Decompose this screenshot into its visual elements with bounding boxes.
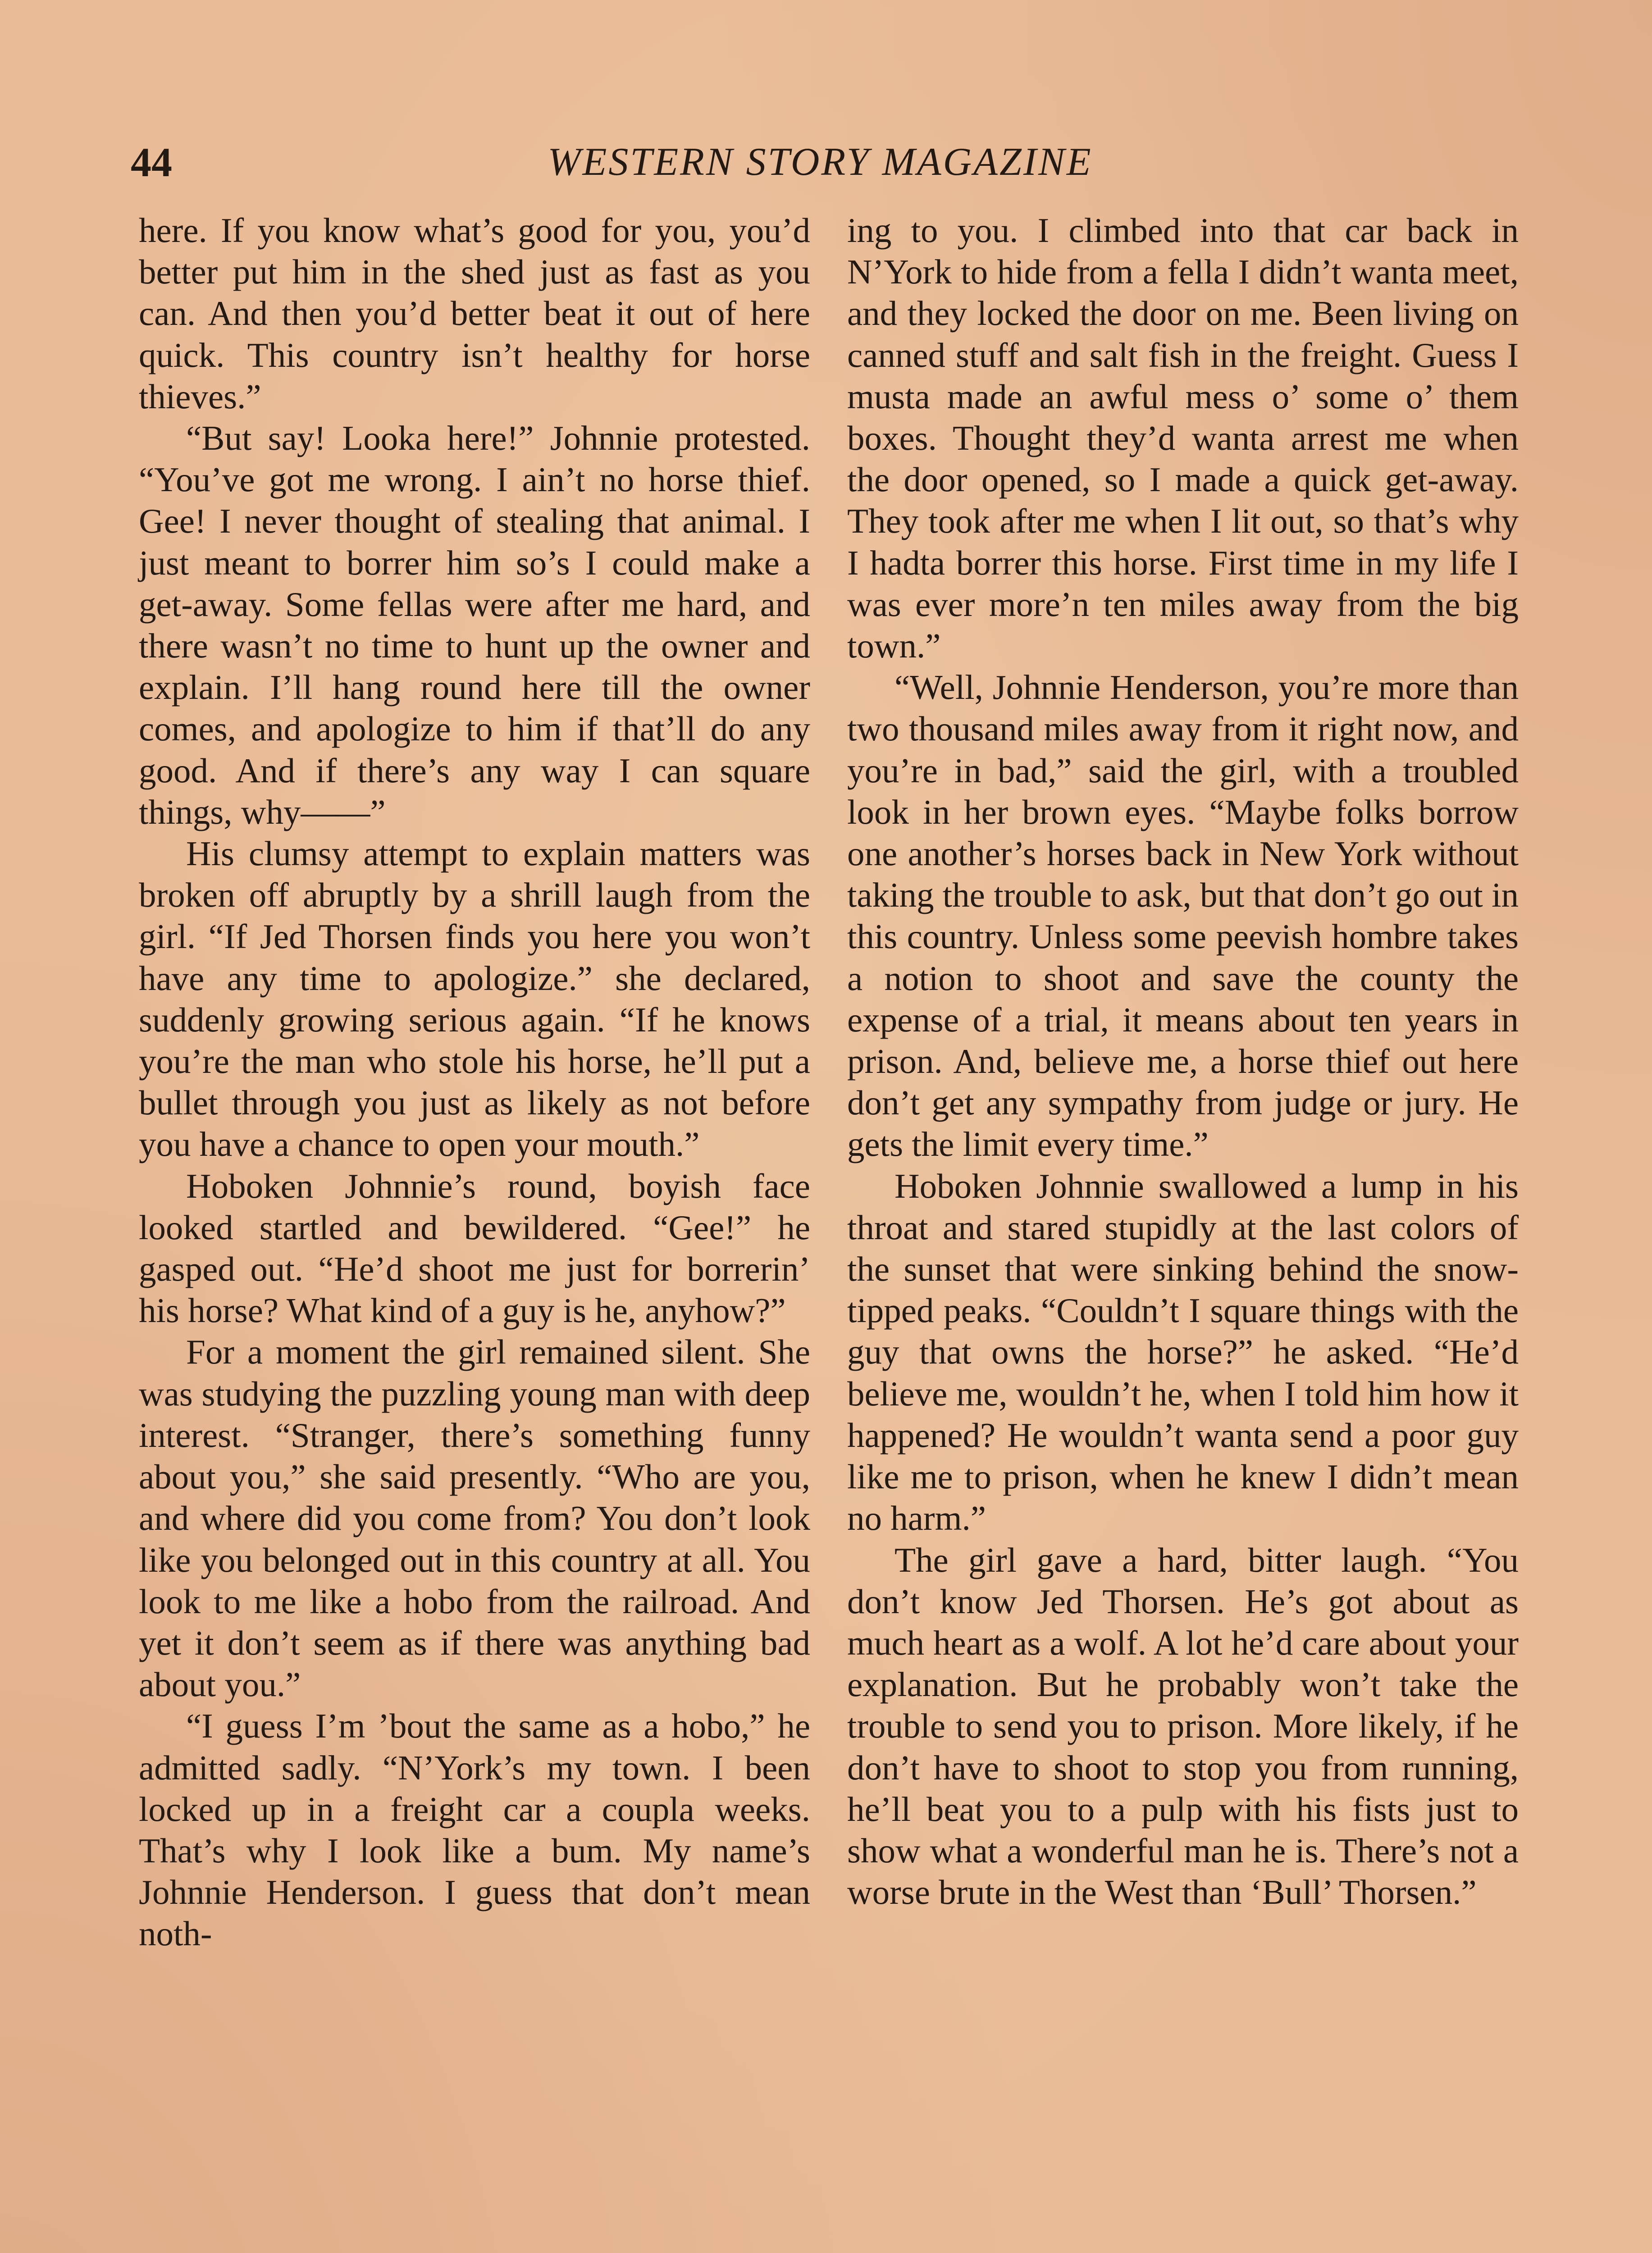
paragraph: Hoboken Johnnie swallowed a lump in his throat and stared stupidly at the last colors of the sunset that were sinking behind the snow-tipped peaks. “Couldn’t I square things with the guy that owns the horse?” he asked. “He’d believe me, wouldn’t he, when I told him how it happened? He wouldn’t wanta send a poor guy like me to prison, when he knew I didn’t mean no harm.” [847,1166,1519,1538]
page-header [131,135,1510,189]
paragraph: ing to you. I climbed into that car back in N’York to hide from a fella I didn’t wanta meet, and they locked the door on me. Been living on canned stuff and salt fish in the freight. Guess I musta made an awful mess o’ some o’ them boxes. Thought they’d wanta arrest me when the door opened, so I made a quick get-away. They took after me when I lit out, so that’s why I hadta borrer this horse. First time in my life I was ever more’n ten miles away from the big town.” [847,211,1519,666]
paragraph: “I guess I’m ’bout the same as a hobo,” he admitted sadly. “N’York’s my town. I been locked up in a freight car a coupla weeks. That’s why I look like a bum. My name’s Johnnie Henderson. I guess that don’t mean noth- [139,1706,810,1953]
paragraph: here. If you know what’s good for you, you’d better put him in the shed just as fast as you can. And then you’d better beat it out of here quick. This country isn’t healthy for horse thieves.” [139,211,810,416]
page-number: 44 [131,139,172,185]
paragraph: For a moment the girl remained silent. She was studying the puzzling young man with deep interest. “Stranger, there’s something funny about you,” she said presently. “Who are you, and where did you come from? You don’t look like you belonged out in this country at all. You look to me like a hobo from the railroad. And yet it don’t seem as if there was anything bad about you.” [139,1332,810,1704]
paragraph: “But say! Looka here!” Johnnie protested. “You’ve got me wrong. I ain’t no horse thief. Gee! I never thought of stealing that animal. I just meant to borrer him so’s I could make a get-away. Some fellas were after me hard, and there wasn’t no time to hunt up the owner and explain. I’ll hang round here till the owner comes, and apologize to him if that’ll do any good. And if there’s any way I can square things, why——” [139,419,810,831]
paragraph: “Well, Johnnie Henderson, you’re more than two thousand miles away from it right now, and you’re in bad,” said the girl, with a troubled look in her brown eyes. “Maybe folks borrow one another’s horses back in New York without taking the trouble to ask, but that don’t go out in this country. Unless some peevish hombre takes a notion to shoot and save the county the expense of a trial, it means about ten years in prison. And, believe me, a horse thief out here don’t get any sympathy from judge or jury. He gets the limit every time.” [847,668,1519,1164]
left-column [139,210,810,1955]
paragraph: Hoboken Johnnie’s round, boyish face looked startled and bewildered. “Gee!” he gasped out. “He’d shoot me just for borrerin’ his horse? What kind of a guy is he, anyhow?” [139,1166,810,1330]
running-title: WESTERN STORY MAGAZINE [548,140,1093,184]
right-column [847,210,1519,1913]
paragraph: The girl gave a hard, bitter laugh. “You don’t know Jed Thorsen. He’s got about as much heart as a wolf. A lot he’d care about your explanation. But he probably won’t take the trouble to send you to prison. More likely, if he don’t have to shoot to stop you from running, he’ll beat you to a pulp with his fists just to show what a wonderful man he is. There’s not a worse brute in the West than ‘Bull’ Thorsen.” [847,1540,1519,1912]
paragraph: His clumsy attempt to explain matters was broken off abruptly by a shrill laugh from the girl. “If Jed Thorsen finds you here you won’t have any time to apologize.” she declared, suddenly growing serious again. “If he knows you’re the man who stole his horse, he’ll put a bullet through you just as likely as not before you have a chance to open your mouth.” [139,834,810,1164]
